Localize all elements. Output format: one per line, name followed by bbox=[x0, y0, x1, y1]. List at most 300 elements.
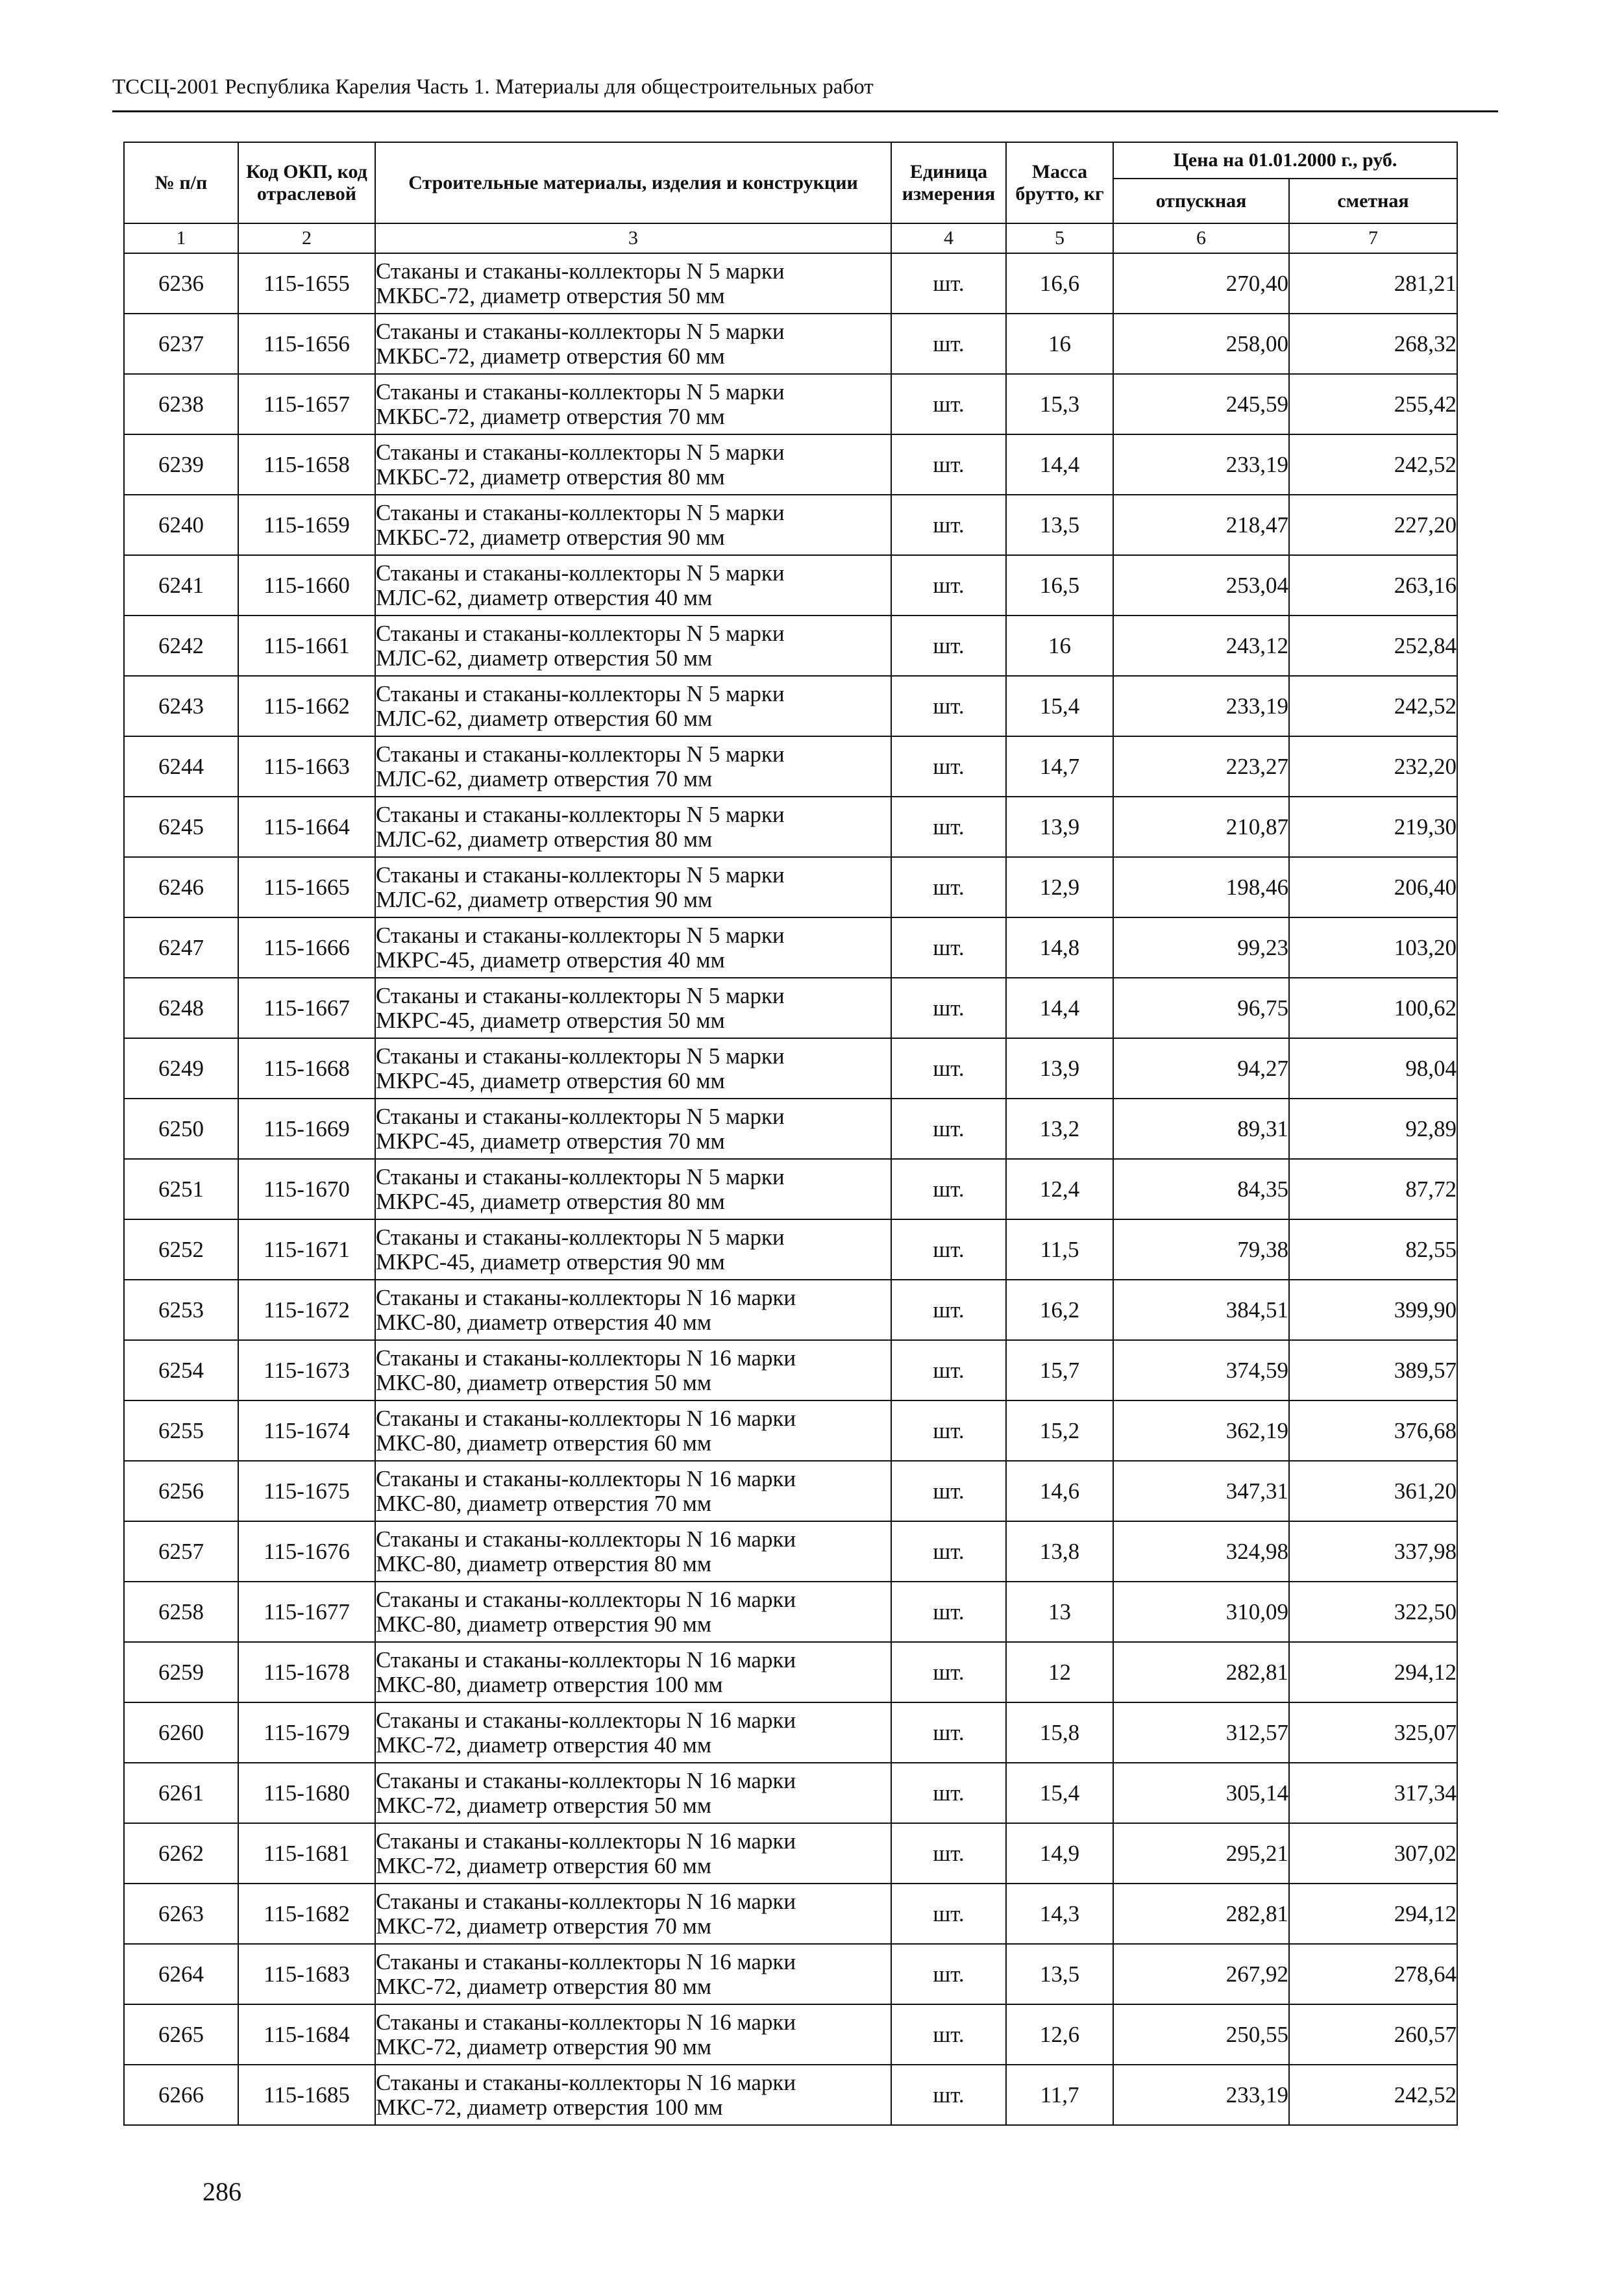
row-unit: шт. bbox=[891, 1461, 1006, 1521]
row-unit: шт. bbox=[891, 1642, 1006, 1702]
row-name-line1: Стаканы и стаканы-коллекторы N 5 марки bbox=[376, 982, 785, 1008]
row-name bbox=[375, 1582, 891, 1642]
row-number: 6237 bbox=[124, 314, 238, 374]
row-number: 6240 bbox=[124, 495, 238, 555]
column-number: 2 bbox=[238, 223, 375, 253]
row-mass: 13,9 bbox=[1006, 1038, 1113, 1099]
row-mass: 14,7 bbox=[1006, 736, 1113, 797]
column-number: 5 bbox=[1006, 223, 1113, 253]
row-unit: шт. bbox=[891, 2065, 1006, 2125]
page-number: 286 bbox=[203, 2177, 241, 2206]
row-name-line2: МКС-80, диаметр отверстия 60 мм bbox=[376, 1430, 711, 1456]
row-price-release: 223,27 bbox=[1113, 736, 1289, 797]
row-mass: 13,5 bbox=[1006, 1944, 1113, 2004]
row-price-estimate: 252,84 bbox=[1289, 616, 1457, 676]
document-header: ТССЦ-2001 Республика Карелия Часть 1. Материалы для общестроительных работ bbox=[112, 75, 874, 99]
row-name bbox=[375, 797, 891, 857]
row-price-estimate: 263,16 bbox=[1289, 555, 1457, 616]
row-name-line2: МКРС-45, диаметр отверстия 70 мм bbox=[376, 1128, 725, 1154]
column-number: 4 bbox=[891, 223, 1006, 253]
table-row bbox=[124, 1521, 1457, 1582]
row-price-release: 282,81 bbox=[1113, 1884, 1289, 1944]
row-price-release: 312,57 bbox=[1113, 1702, 1289, 1763]
row-name-line1: Стаканы и стаканы-коллекторы N 16 марки bbox=[376, 1465, 796, 1491]
row-name-line1: Стаканы и стаканы-коллекторы N 16 марки bbox=[376, 2009, 796, 2035]
row-unit: шт. bbox=[891, 857, 1006, 917]
row-price-estimate: 268,32 bbox=[1289, 314, 1457, 374]
row-name bbox=[375, 1340, 891, 1400]
row-unit: шт. bbox=[891, 1763, 1006, 1823]
row-price-release: 270,40 bbox=[1113, 253, 1289, 314]
row-price-release: 310,09 bbox=[1113, 1582, 1289, 1642]
row-price-release: 258,00 bbox=[1113, 314, 1289, 374]
row-mass: 12,6 bbox=[1006, 2004, 1113, 2065]
row-name-line1: Стаканы и стаканы-коллекторы N 5 марки bbox=[376, 258, 785, 284]
row-price-release: 94,27 bbox=[1113, 1038, 1289, 1099]
row-number: 6254 bbox=[124, 1340, 238, 1400]
row-price-release: 253,04 bbox=[1113, 555, 1289, 616]
header-unit: Единица измерения bbox=[891, 142, 1006, 223]
row-name-line1: Стаканы и стаканы-коллекторы N 5 марки bbox=[376, 862, 785, 888]
row-unit: шт. bbox=[891, 1038, 1006, 1099]
row-code: 115-1666 bbox=[238, 917, 375, 978]
row-price-estimate: 103,20 bbox=[1289, 917, 1457, 978]
row-code: 115-1661 bbox=[238, 616, 375, 676]
row-name bbox=[375, 616, 891, 676]
row-name bbox=[375, 736, 891, 797]
header-price-release: отпускная bbox=[1113, 179, 1289, 223]
row-number: 6265 bbox=[124, 2004, 238, 2065]
row-price-estimate: 361,20 bbox=[1289, 1461, 1457, 1521]
row-name-line1: Стаканы и стаканы-коллекторы N 5 марки bbox=[376, 379, 785, 404]
row-unit: шт. bbox=[891, 2004, 1006, 2065]
row-name bbox=[375, 676, 891, 736]
row-name-line1: Стаканы и стаканы-коллекторы N 5 марки bbox=[376, 499, 785, 525]
header-divider bbox=[112, 110, 1498, 112]
row-code: 115-1675 bbox=[238, 1461, 375, 1521]
table-row bbox=[124, 1280, 1457, 1340]
row-price-estimate: 100,62 bbox=[1289, 978, 1457, 1038]
row-unit: шт. bbox=[891, 1884, 1006, 1944]
row-name-line2: МКБС-72, диаметр отверстия 80 мм bbox=[376, 464, 725, 490]
row-number: 6260 bbox=[124, 1702, 238, 1763]
row-price-release: 362,19 bbox=[1113, 1400, 1289, 1461]
row-name-line1: Стаканы и стаканы-коллекторы N 5 марки bbox=[376, 1163, 785, 1189]
row-code: 115-1671 bbox=[238, 1219, 375, 1280]
row-mass: 15,4 bbox=[1006, 1763, 1113, 1823]
row-name-line1: Стаканы и стаканы-коллекторы N 5 марки bbox=[376, 801, 785, 827]
row-number: 6263 bbox=[124, 1884, 238, 1944]
row-unit: шт. bbox=[891, 1099, 1006, 1159]
row-name-line2: МКС-80, диаметр отверстия 70 мм bbox=[376, 1490, 711, 1516]
row-mass: 14,6 bbox=[1006, 1461, 1113, 1521]
row-name-line1: Стаканы и стаканы-коллекторы N 5 марки bbox=[376, 1043, 785, 1069]
row-name-line2: МКБС-72, диаметр отверстия 90 мм bbox=[376, 524, 725, 550]
row-price-release: 243,12 bbox=[1113, 616, 1289, 676]
row-price-estimate: 82,55 bbox=[1289, 1219, 1457, 1280]
row-name-line2: МКБС-72, диаметр отверстия 70 мм bbox=[376, 403, 725, 429]
row-name-line1: Стаканы и стаканы-коллекторы N 16 марки bbox=[376, 1526, 796, 1552]
row-mass: 14,8 bbox=[1006, 917, 1113, 978]
row-price-estimate: 242,52 bbox=[1289, 434, 1457, 495]
row-unit: шт. bbox=[891, 616, 1006, 676]
row-code: 115-1678 bbox=[238, 1642, 375, 1702]
table-row bbox=[124, 253, 1457, 314]
row-code: 115-1679 bbox=[238, 1702, 375, 1763]
column-number-row bbox=[124, 223, 1457, 253]
row-unit: шт. bbox=[891, 1280, 1006, 1340]
column-number: 3 bbox=[375, 223, 891, 253]
header-name: Строительные материалы, изделия и конструкции bbox=[375, 142, 891, 223]
row-name-line1: Стаканы и стаканы-коллекторы N 5 марки bbox=[376, 1103, 785, 1129]
row-code: 115-1683 bbox=[238, 1944, 375, 2004]
row-price-release: 89,31 bbox=[1113, 1099, 1289, 1159]
row-name-line1: Стаканы и стаканы-коллекторы N 16 марки bbox=[376, 1767, 796, 1793]
table-row bbox=[124, 1763, 1457, 1823]
row-price-estimate: 242,52 bbox=[1289, 2065, 1457, 2125]
row-price-release: 267,92 bbox=[1113, 1944, 1289, 2004]
row-unit: шт. bbox=[891, 1521, 1006, 1582]
row-mass: 13,5 bbox=[1006, 495, 1113, 555]
row-name bbox=[375, 1099, 891, 1159]
row-number: 6249 bbox=[124, 1038, 238, 1099]
row-number: 6239 bbox=[124, 434, 238, 495]
row-mass: 11,7 bbox=[1006, 2065, 1113, 2125]
row-price-release: 295,21 bbox=[1113, 1823, 1289, 1884]
row-mass: 16,6 bbox=[1006, 253, 1113, 314]
row-mass: 14,4 bbox=[1006, 434, 1113, 495]
row-name-line2: МКРС-45, диаметр отверстия 50 мм bbox=[376, 1007, 725, 1033]
table-row bbox=[124, 1159, 1457, 1219]
row-price-release: 374,59 bbox=[1113, 1340, 1289, 1400]
row-price-release: 99,23 bbox=[1113, 917, 1289, 978]
row-mass: 14,9 bbox=[1006, 1823, 1113, 1884]
row-name bbox=[375, 917, 891, 978]
row-unit: шт. bbox=[891, 1159, 1006, 1219]
row-mass: 15,7 bbox=[1006, 1340, 1113, 1400]
row-name-line2: МКРС-45, диаметр отверстия 80 мм bbox=[376, 1188, 725, 1214]
header-code: Код ОКП, код отраслевой bbox=[238, 142, 375, 223]
row-code: 115-1670 bbox=[238, 1159, 375, 1219]
row-code: 115-1665 bbox=[238, 857, 375, 917]
row-name bbox=[375, 1219, 891, 1280]
row-unit: шт. bbox=[891, 1219, 1006, 1280]
row-number: 6266 bbox=[124, 2065, 238, 2125]
row-price-estimate: 322,50 bbox=[1289, 1582, 1457, 1642]
row-name-line1: Стаканы и стаканы-коллекторы N 16 марки bbox=[376, 1405, 796, 1431]
row-price-estimate: 206,40 bbox=[1289, 857, 1457, 917]
row-name-line1: Стаканы и стаканы-коллекторы N 16 марки bbox=[376, 1284, 796, 1310]
row-name-line2: МКС-72, диаметр отверстия 60 мм bbox=[376, 1852, 711, 1878]
row-name-line2: МКРС-45, диаметр отверстия 40 мм bbox=[376, 947, 725, 973]
row-number: 6253 bbox=[124, 1280, 238, 1340]
row-number: 6238 bbox=[124, 374, 238, 434]
row-price-release: 250,55 bbox=[1113, 2004, 1289, 2065]
row-name-line1: Стаканы и стаканы-коллекторы N 16 марки bbox=[376, 1948, 796, 1974]
row-code: 115-1663 bbox=[238, 736, 375, 797]
row-price-estimate: 278,64 bbox=[1289, 1944, 1457, 2004]
row-name-line1: Стаканы и стаканы-коллекторы N 5 марки bbox=[376, 620, 785, 646]
row-name-line2: МКС-72, диаметр отверстия 40 мм bbox=[376, 1732, 711, 1758]
column-number: 6 bbox=[1113, 223, 1289, 253]
table-row bbox=[124, 555, 1457, 616]
row-mass: 13 bbox=[1006, 1582, 1113, 1642]
row-price-release: 347,31 bbox=[1113, 1461, 1289, 1521]
row-unit: шт. bbox=[891, 495, 1006, 555]
row-code: 115-1658 bbox=[238, 434, 375, 495]
header-price-estimate: сметная bbox=[1289, 179, 1457, 223]
row-name bbox=[375, 1461, 891, 1521]
row-number: 6255 bbox=[124, 1400, 238, 1461]
row-name bbox=[375, 314, 891, 374]
row-mass: 13,2 bbox=[1006, 1099, 1113, 1159]
table-row bbox=[124, 1038, 1457, 1099]
row-price-release: 79,38 bbox=[1113, 1219, 1289, 1280]
row-number: 6245 bbox=[124, 797, 238, 857]
row-name bbox=[375, 434, 891, 495]
row-name-line1: Стаканы и стаканы-коллекторы N 16 марки bbox=[376, 1647, 796, 1673]
row-mass: 13,8 bbox=[1006, 1521, 1113, 1582]
table-row bbox=[124, 1582, 1457, 1642]
row-code: 115-1674 bbox=[238, 1400, 375, 1461]
row-number: 6264 bbox=[124, 1944, 238, 2004]
row-unit: шт. bbox=[891, 253, 1006, 314]
row-mass: 15,2 bbox=[1006, 1400, 1113, 1461]
row-price-release: 233,19 bbox=[1113, 434, 1289, 495]
row-number: 6261 bbox=[124, 1763, 238, 1823]
row-mass: 15,4 bbox=[1006, 676, 1113, 736]
row-name bbox=[375, 1763, 891, 1823]
row-price-release: 218,47 bbox=[1113, 495, 1289, 555]
row-unit: шт. bbox=[891, 374, 1006, 434]
row-name-line2: МКС-72, диаметр отверстия 70 мм bbox=[376, 1913, 711, 1939]
row-price-estimate: 399,90 bbox=[1289, 1280, 1457, 1340]
row-name-line1: Стаканы и стаканы-коллекторы N 16 марки bbox=[376, 1707, 796, 1733]
row-mass: 15,8 bbox=[1006, 1702, 1113, 1763]
column-number: 1 bbox=[124, 223, 238, 253]
row-name bbox=[375, 1702, 891, 1763]
row-name bbox=[375, 253, 891, 314]
row-price-estimate: 219,30 bbox=[1289, 797, 1457, 857]
row-mass: 14,4 bbox=[1006, 978, 1113, 1038]
row-name-line2: МКС-80, диаметр отверстия 50 мм bbox=[376, 1369, 711, 1395]
row-name bbox=[375, 495, 891, 555]
row-code: 115-1662 bbox=[238, 676, 375, 736]
row-mass: 15,3 bbox=[1006, 374, 1113, 434]
row-price-estimate: 260,57 bbox=[1289, 2004, 1457, 2065]
row-number: 6262 bbox=[124, 1823, 238, 1884]
row-name-line1: Стаканы и стаканы-коллекторы N 16 марки bbox=[376, 2069, 796, 2095]
table-row bbox=[124, 857, 1457, 917]
row-price-release: 210,87 bbox=[1113, 797, 1289, 857]
row-name-line2: МКРС-45, диаметр отверстия 60 мм bbox=[376, 1067, 725, 1093]
table-row bbox=[124, 374, 1457, 434]
row-unit: шт. bbox=[891, 1400, 1006, 1461]
row-price-estimate: 281,21 bbox=[1289, 253, 1457, 314]
row-name bbox=[375, 1823, 891, 1884]
row-unit: шт. bbox=[891, 1582, 1006, 1642]
row-name bbox=[375, 978, 891, 1038]
row-price-release: 233,19 bbox=[1113, 676, 1289, 736]
table-row bbox=[124, 495, 1457, 555]
row-code: 115-1677 bbox=[238, 1582, 375, 1642]
row-name-line2: МЛС-62, диаметр отверстия 80 мм bbox=[376, 826, 713, 852]
row-mass: 16 bbox=[1006, 314, 1113, 374]
price-table bbox=[123, 142, 1458, 2126]
row-mass: 12,9 bbox=[1006, 857, 1113, 917]
row-code: 115-1668 bbox=[238, 1038, 375, 1099]
row-price-estimate: 325,07 bbox=[1289, 1702, 1457, 1763]
row-mass: 12 bbox=[1006, 1642, 1113, 1702]
header-no: № п/п bbox=[124, 142, 238, 223]
row-number: 6256 bbox=[124, 1461, 238, 1521]
header-mass: Масса брутто, кг bbox=[1006, 142, 1113, 223]
row-unit: шт. bbox=[891, 917, 1006, 978]
row-code: 115-1657 bbox=[238, 374, 375, 434]
row-name-line1: Стаканы и стаканы-коллекторы N 16 марки bbox=[376, 1586, 796, 1612]
row-price-release: 84,35 bbox=[1113, 1159, 1289, 1219]
row-code: 115-1672 bbox=[238, 1280, 375, 1340]
row-name bbox=[375, 1642, 891, 1702]
row-price-estimate: 376,68 bbox=[1289, 1400, 1457, 1461]
row-price-release: 384,51 bbox=[1113, 1280, 1289, 1340]
row-code: 115-1669 bbox=[238, 1099, 375, 1159]
table-row bbox=[124, 917, 1457, 978]
table-row bbox=[124, 2004, 1457, 2065]
row-price-estimate: 227,20 bbox=[1289, 495, 1457, 555]
row-code: 115-1673 bbox=[238, 1340, 375, 1400]
row-name bbox=[375, 1944, 891, 2004]
row-unit: шт. bbox=[891, 736, 1006, 797]
row-code: 115-1655 bbox=[238, 253, 375, 314]
row-name-line1: Стаканы и стаканы-коллекторы N 5 марки bbox=[376, 741, 785, 767]
row-name-line2: МКБС-72, диаметр отверстия 50 мм bbox=[376, 282, 725, 308]
row-name-line1: Стаканы и стаканы-коллекторы N 5 марки bbox=[376, 680, 785, 706]
row-mass: 16,2 bbox=[1006, 1280, 1113, 1340]
row-number: 6252 bbox=[124, 1219, 238, 1280]
row-code: 115-1656 bbox=[238, 314, 375, 374]
row-name bbox=[375, 1884, 891, 1944]
table-row bbox=[124, 1099, 1457, 1159]
row-unit: шт. bbox=[891, 1340, 1006, 1400]
table-row bbox=[124, 1702, 1457, 1763]
row-unit: шт. bbox=[891, 314, 1006, 374]
row-name-line1: Стаканы и стаканы-коллекторы N 16 марки bbox=[376, 1345, 796, 1371]
row-price-estimate: 317,34 bbox=[1289, 1763, 1457, 1823]
table-row bbox=[124, 2065, 1457, 2125]
row-name-line2: МКС-72, диаметр отверстия 100 мм bbox=[376, 2094, 723, 2120]
row-code: 115-1685 bbox=[238, 2065, 375, 2125]
row-name-line1: Стаканы и стаканы-коллекторы N 5 марки bbox=[376, 1224, 785, 1250]
row-name bbox=[375, 1159, 891, 1219]
table-row bbox=[124, 736, 1457, 797]
row-mass: 14,3 bbox=[1006, 1884, 1113, 1944]
row-unit: шт. bbox=[891, 1823, 1006, 1884]
row-price-release: 282,81 bbox=[1113, 1642, 1289, 1702]
row-name-line2: МКС-72, диаметр отверстия 90 мм bbox=[376, 2034, 711, 2059]
row-code: 115-1659 bbox=[238, 495, 375, 555]
row-number: 6242 bbox=[124, 616, 238, 676]
row-name-line2: МКС-80, диаметр отверстия 40 мм bbox=[376, 1309, 711, 1335]
row-name-line1: Стаканы и стаканы-коллекторы N 5 марки bbox=[376, 560, 785, 586]
row-unit: шт. bbox=[891, 555, 1006, 616]
row-price-release: 324,98 bbox=[1113, 1521, 1289, 1582]
row-name-line2: МЛС-62, диаметр отверстия 60 мм bbox=[376, 705, 713, 731]
table-row bbox=[124, 1400, 1457, 1461]
row-price-estimate: 389,57 bbox=[1289, 1340, 1457, 1400]
table-row bbox=[124, 978, 1457, 1038]
table-body bbox=[124, 223, 1457, 2125]
row-name-line1: Стаканы и стаканы-коллекторы N 16 марки bbox=[376, 1888, 796, 1914]
row-price-estimate: 232,20 bbox=[1289, 736, 1457, 797]
row-name bbox=[375, 2065, 891, 2125]
row-price-estimate: 87,72 bbox=[1289, 1159, 1457, 1219]
row-price-estimate: 337,98 bbox=[1289, 1521, 1457, 1582]
table-row bbox=[124, 1884, 1457, 1944]
row-code: 115-1664 bbox=[238, 797, 375, 857]
row-price-release: 305,14 bbox=[1113, 1763, 1289, 1823]
row-unit: шт. bbox=[891, 1702, 1006, 1763]
row-name-line2: МКБС-72, диаметр отверстия 60 мм bbox=[376, 343, 725, 369]
row-name-line1: Стаканы и стаканы-коллекторы N 5 марки bbox=[376, 922, 785, 948]
row-name-line2: МЛС-62, диаметр отверстия 50 мм bbox=[376, 645, 713, 671]
row-price-estimate: 294,12 bbox=[1289, 1642, 1457, 1702]
row-code: 115-1667 bbox=[238, 978, 375, 1038]
row-code: 115-1680 bbox=[238, 1763, 375, 1823]
header-price-group: Цена на 01.01.2000 г., руб. bbox=[1113, 142, 1457, 179]
table-row bbox=[124, 1340, 1457, 1400]
row-number: 6248 bbox=[124, 978, 238, 1038]
row-number: 6236 bbox=[124, 253, 238, 314]
row-price-release: 233,19 bbox=[1113, 2065, 1289, 2125]
row-number: 6244 bbox=[124, 736, 238, 797]
row-price-estimate: 255,42 bbox=[1289, 374, 1457, 434]
row-name-line2: МЛС-62, диаметр отверстия 90 мм bbox=[376, 886, 713, 912]
row-name bbox=[375, 555, 891, 616]
row-price-release: 198,46 bbox=[1113, 857, 1289, 917]
row-unit: шт. bbox=[891, 676, 1006, 736]
row-number: 6258 bbox=[124, 1582, 238, 1642]
row-code: 115-1681 bbox=[238, 1823, 375, 1884]
row-price-estimate: 98,04 bbox=[1289, 1038, 1457, 1099]
row-code: 115-1684 bbox=[238, 2004, 375, 2065]
row-unit: шт. bbox=[891, 978, 1006, 1038]
row-name-line2: МКС-80, диаметр отверстия 80 мм bbox=[376, 1550, 711, 1576]
table-row bbox=[124, 797, 1457, 857]
row-name bbox=[375, 1280, 891, 1340]
row-name bbox=[375, 374, 891, 434]
row-price-release: 96,75 bbox=[1113, 978, 1289, 1038]
row-name-line2: МКС-80, диаметр отверстия 100 мм bbox=[376, 1671, 723, 1697]
row-name-line2: МКРС-45, диаметр отверстия 90 мм bbox=[376, 1249, 725, 1275]
row-mass: 16 bbox=[1006, 616, 1113, 676]
row-unit: шт. bbox=[891, 797, 1006, 857]
row-mass: 11,5 bbox=[1006, 1219, 1113, 1280]
row-number: 6251 bbox=[124, 1159, 238, 1219]
row-code: 115-1676 bbox=[238, 1521, 375, 1582]
row-price-estimate: 92,89 bbox=[1289, 1099, 1457, 1159]
row-name-line2: МЛС-62, диаметр отверстия 40 мм bbox=[376, 584, 713, 610]
table-row bbox=[124, 314, 1457, 374]
row-number: 6243 bbox=[124, 676, 238, 736]
row-unit: шт. bbox=[891, 1944, 1006, 2004]
row-name bbox=[375, 1400, 891, 1461]
row-unit: шт. bbox=[891, 434, 1006, 495]
row-name-line1: Стаканы и стаканы-коллекторы N 5 марки bbox=[376, 318, 785, 344]
row-name-line2: МКС-72, диаметр отверстия 50 мм bbox=[376, 1792, 711, 1818]
table-row bbox=[124, 1642, 1457, 1702]
row-price-estimate: 242,52 bbox=[1289, 676, 1457, 736]
